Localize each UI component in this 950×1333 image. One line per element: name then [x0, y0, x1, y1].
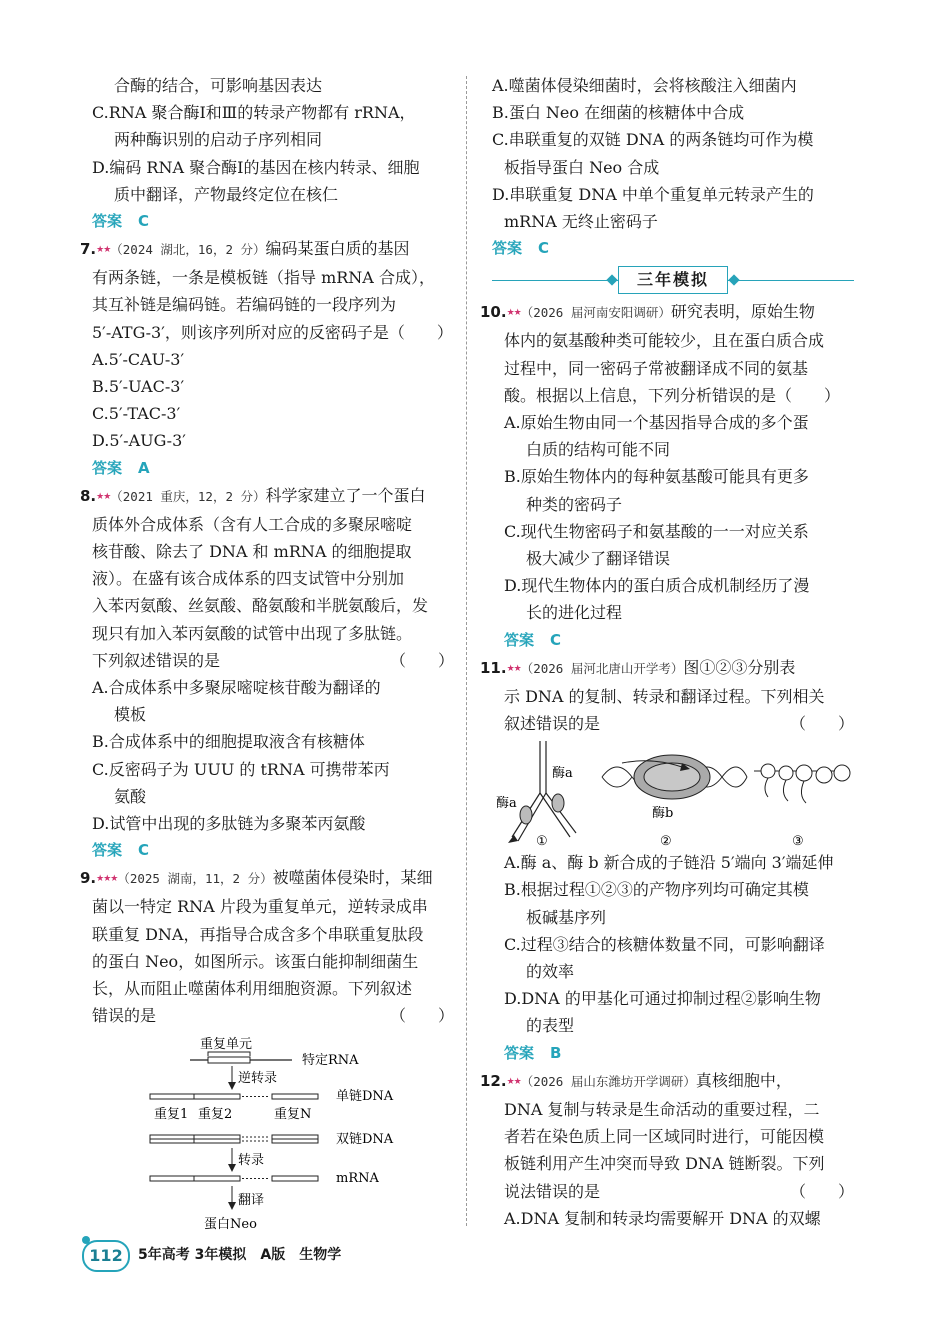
- q12-stem: 12.★★（2026 届山东潍坊开学调研）真核细胞中，: [480, 1070, 792, 1090]
- q8-option-a-cont: 模板: [114, 705, 147, 725]
- q10-line: 酸。根据以上信息，下列分析错误的是（ ）: [504, 385, 841, 405]
- q9-number: 9.: [80, 869, 97, 888]
- answer-blank: （ ）: [389, 650, 454, 670]
- label-repeat-1: 重复1: [154, 1106, 189, 1122]
- q12-line: 板链利用产生冲突而导致 DNA 链断裂。下列: [504, 1154, 825, 1174]
- label-step-3: ③: [792, 834, 804, 850]
- q8-answer: 答案 C: [92, 841, 150, 860]
- q11-option-c: C.过程③结合的核糖体数量不同，可影响翻译: [504, 934, 825, 954]
- q11-number: 11.: [480, 658, 507, 677]
- q9-line: 的蛋白 Neo，如图所示。该蛋白能抑制细菌生: [92, 951, 419, 971]
- label-repeat-n: 重复N: [274, 1106, 312, 1122]
- arrow-down-icon: [228, 1202, 236, 1210]
- q11-line: 示 DNA 的复制、转录和翻译过程。下列相关: [504, 686, 825, 706]
- q8-option-d: D.试管中出现的多肽链为多聚苯丙氨酸: [92, 814, 366, 834]
- q9-option-c-cont: 板指导蛋白 Neo 合成: [504, 157, 660, 177]
- label-enzyme-b: 酶b: [652, 806, 674, 822]
- q8-option-c-cont: 氨酸: [114, 786, 147, 806]
- difficulty-stars-icon: ★★: [96, 245, 111, 256]
- q10-option-b-cont: 种类的密码子: [526, 494, 623, 514]
- q11-option-b: B.根据过程①②③的产物序列均可确定其模: [504, 880, 809, 900]
- q9-option-d: D.串联重复 DNA 中单个重复单元转录产生的: [492, 184, 814, 204]
- q7-option-d: D.5′-AUG-3′: [92, 431, 186, 451]
- arrow-down-icon: [228, 1082, 236, 1090]
- q8-stem: 8.★★（2021 重庆，12，2 分）科学家建立了一个蛋白: [80, 485, 426, 505]
- q11-option-b-cont: 板碱基序列: [526, 907, 607, 927]
- q10-option-c: C.现代生物密码子和氨基酸的一一对应关系: [504, 521, 809, 541]
- q6-option-d-cont: 质中翻译，产物最终定位在核仁: [114, 184, 339, 204]
- q8-option-c: C.反密码子为 UUU 的 tRNA 可携带苯丙: [92, 759, 390, 779]
- q9-line: 错误的是 （ ）: [80, 1002, 454, 1029]
- answer-blank: （ ）: [789, 714, 854, 734]
- q12-option-a: A.DNA 复制和转录均需要解开 DNA 的双螺: [504, 1208, 821, 1228]
- section-banner: [492, 266, 854, 296]
- q9-option-b: B.蛋白 Neo 在细菌的核糖体中合成: [492, 103, 745, 123]
- right-column: [480, 72, 854, 1232]
- q8-line: 下列叙述错误的是 （ ）: [80, 647, 454, 674]
- q9-line: 长，从而阻止噬菌体利用细胞资源。下列叙述: [92, 979, 413, 999]
- replication-fork: [512, 741, 576, 841]
- q11-option-d: D.DNA 的甲基化可通过抑制过程②影响生物: [504, 989, 821, 1009]
- q12-number: 12.: [480, 1071, 507, 1090]
- q7-stem: 7.★★（2024 湖北，16，2 分）编码某蛋白质的基因: [80, 239, 410, 259]
- q10-line: 体内的氨基酸种类可能较少，且在蛋白质合成: [504, 331, 825, 351]
- section-title: 三年模拟: [618, 266, 728, 294]
- replication-transcription-translation-diagram: [492, 737, 854, 849]
- label-translation: 翻译: [238, 1192, 265, 1208]
- double-strand-dna: [150, 1135, 318, 1143]
- difficulty-stars-icon: ★★★: [96, 874, 118, 885]
- q9-option-c: C.串联重复的双链 DNA 的两条链均可作为模: [492, 130, 814, 150]
- q10-option-c-cont: 极大减少了翻译错误: [526, 549, 671, 569]
- q8-option-a: A.合成体系中多聚尿嘧啶核苷酸为翻译的: [92, 678, 381, 698]
- label-enzyme-a-left: 酶a: [496, 796, 517, 812]
- q10-number: 10.: [480, 303, 507, 322]
- q6-option-c-cont: 两种酶识别的启动子序列相同: [114, 130, 323, 150]
- q11-answer: 答案 B: [504, 1043, 562, 1062]
- q9-line: 菌以一特定 RNA 片段为重复单元，逆转录成串: [92, 897, 428, 917]
- q10-line: 过程中，同一密码子常被翻译成不同的氨基: [504, 358, 809, 378]
- q9-source: （2025 湖南，11，2 分）: [117, 871, 273, 887]
- q10-option-d: D.现代生物体内的蛋白质合成机制经历了漫: [504, 576, 810, 596]
- q11-option-a: A.酶 a、酶 b 新合成的子链沿 5′端向 3′端延伸: [504, 853, 834, 873]
- label-mrna: mRNA: [336, 1170, 379, 1186]
- q8-line: 质体外合成体系（含有人工合成的多聚尿嘧啶: [92, 514, 413, 534]
- diamond-icon: [606, 275, 617, 286]
- label-repeat-unit: 重复单元: [200, 1036, 253, 1052]
- polysome: [754, 764, 850, 803]
- enzyme-a-right: [552, 794, 564, 812]
- q7-number: 7.: [80, 240, 97, 259]
- q7-option-b: B.5′-UAC-3′: [92, 377, 185, 397]
- q7-option-c: C.5′-TAC-3′: [92, 404, 181, 424]
- q9-option-d-cont: mRNA 无终止密码子: [504, 212, 658, 232]
- difficulty-stars-icon: ★★: [506, 1076, 521, 1087]
- q8-line: 液）。在盛有该合成体系的四支试管中分别加: [92, 569, 405, 589]
- q6-option-c: C.RNA 聚合酶Ⅰ和Ⅲ的转录产物都有 rRNA，: [92, 103, 416, 123]
- dot-icon: [82, 1236, 90, 1244]
- label-specific-rna: 特定RNA: [302, 1052, 359, 1068]
- difficulty-stars-icon: ★★: [96, 491, 111, 502]
- single-strand-dna: [150, 1094, 318, 1099]
- q9-answer: 答案 C: [492, 239, 550, 258]
- label-reverse-transcription: 逆转录: [238, 1070, 278, 1086]
- enzyme-a-left: [520, 806, 532, 824]
- q7-line: 5′-ATG-3′，则该序列所对应的反密码子是（ ）: [92, 322, 453, 342]
- q12-line: 说法错误的是 （ ）: [492, 1178, 854, 1205]
- q8-line: 入苯丙氨酸、丝氨酸、酪氨酸和半胱氨酸后，发: [92, 596, 429, 616]
- q12-source: （2026 届山东潍坊开学调研）: [520, 1073, 696, 1089]
- mrna-strand: [150, 1176, 318, 1181]
- q11-option-c-cont: 的效率: [526, 962, 575, 982]
- difficulty-stars-icon: ★★: [506, 308, 521, 319]
- q7-line: 有两条链，一条是模板链（指导 mRNA 合成），: [92, 268, 435, 288]
- q9-stem: 9.★★★（2025 湖南，11，2 分）被噬菌体侵染时，某细: [80, 868, 433, 888]
- diamond-icon: [728, 275, 739, 286]
- q11-stem: 11.★★（2026 届河北唐山开学考）图①②③分别表: [480, 657, 796, 677]
- q10-option-b: B.原始生物体内的每种氨基酸可能具有更多: [504, 467, 809, 487]
- q7-answer: 答案 A: [92, 458, 150, 477]
- q10-option-d-cont: 长的进化过程: [526, 603, 623, 623]
- q12-line: DNA 复制与转录是生命活动的重要过程，二: [504, 1099, 820, 1119]
- repeat-unit-segment: [208, 1057, 250, 1063]
- label-enzyme-a-right: 酶a: [552, 766, 573, 782]
- label-transcription: 转录: [238, 1152, 265, 1168]
- q9-line: 联重复 DNA，再指导合成含多个串联重复肽段: [92, 924, 424, 944]
- q6-line: 合酶的结合，可影响基因表达: [114, 76, 323, 95]
- q12-line: 者若在染色质上同一区域同时进行，可能因模: [504, 1127, 825, 1147]
- answer-blank: （ ）: [389, 1006, 454, 1026]
- q10-answer: 答案 C: [504, 630, 562, 649]
- label-step-2: ②: [660, 834, 672, 850]
- q10-option-a: A.原始生物由同一个基因指导合成的多个蛋: [504, 413, 809, 433]
- label-repeat-2: 重复2: [198, 1106, 233, 1122]
- q8-number: 8.: [80, 486, 97, 505]
- q10-stem: 10.★★（2026 届河南安阳调研）研究表明，原始生物: [480, 302, 815, 322]
- page-number: 112: [82, 1240, 130, 1272]
- q7-line: 其互补链是编码链。若编码链的一段序列为: [92, 295, 397, 315]
- label-single-dna: 单链DNA: [336, 1088, 394, 1104]
- difficulty-stars-icon: ★★: [506, 663, 521, 674]
- q8-line: 核苷酸、除去了 DNA 和 mRNA 的细胞提取: [92, 542, 412, 562]
- q9-option-a: A.噬菌体侵染细菌时，会将核酸注入细菌内: [492, 76, 797, 95]
- q10-source: （2026 届河南安阳调研）: [520, 305, 671, 321]
- q11-source: （2026 届河北唐山开学考）: [520, 660, 684, 676]
- q6-answer: 答案 C: [92, 212, 150, 231]
- label-protein-neo: 蛋白Neo: [204, 1216, 257, 1232]
- column-divider: [466, 76, 467, 1226]
- book-title: 5年高考 3年模拟 A版 生物学: [138, 1247, 342, 1263]
- q8-source: （2021 重庆，12，2 分）: [110, 488, 266, 504]
- label-step-1: ①: [536, 834, 548, 850]
- q8-option-b: B.合成体系中的细胞提取液含有核糖体: [92, 732, 365, 752]
- q10-option-a-cont: 白质的结构可能不同: [526, 440, 671, 460]
- arrow-down-icon: [228, 1164, 236, 1172]
- q7-option-a: A.5′-CAU-3′: [92, 349, 185, 369]
- left-column: [80, 72, 454, 1240]
- answer-blank: （ ）: [789, 1181, 854, 1201]
- q11-option-d-cont: 的表型: [526, 1016, 575, 1036]
- label-double-dna: 双链DNA: [336, 1131, 394, 1147]
- q11-line: 叙述错误的是 （ ）: [492, 710, 854, 737]
- q7-source: （2024 湖北，16，2 分）: [110, 242, 266, 258]
- neo-synthesis-diagram: [80, 1030, 454, 1240]
- q6-option-d: D.编码 RNA 聚合酶Ⅰ的基因在核内转录、细胞: [92, 157, 420, 177]
- q8-line: 现只有加入苯丙氨酸的试管中出现了多肽链。: [92, 623, 413, 643]
